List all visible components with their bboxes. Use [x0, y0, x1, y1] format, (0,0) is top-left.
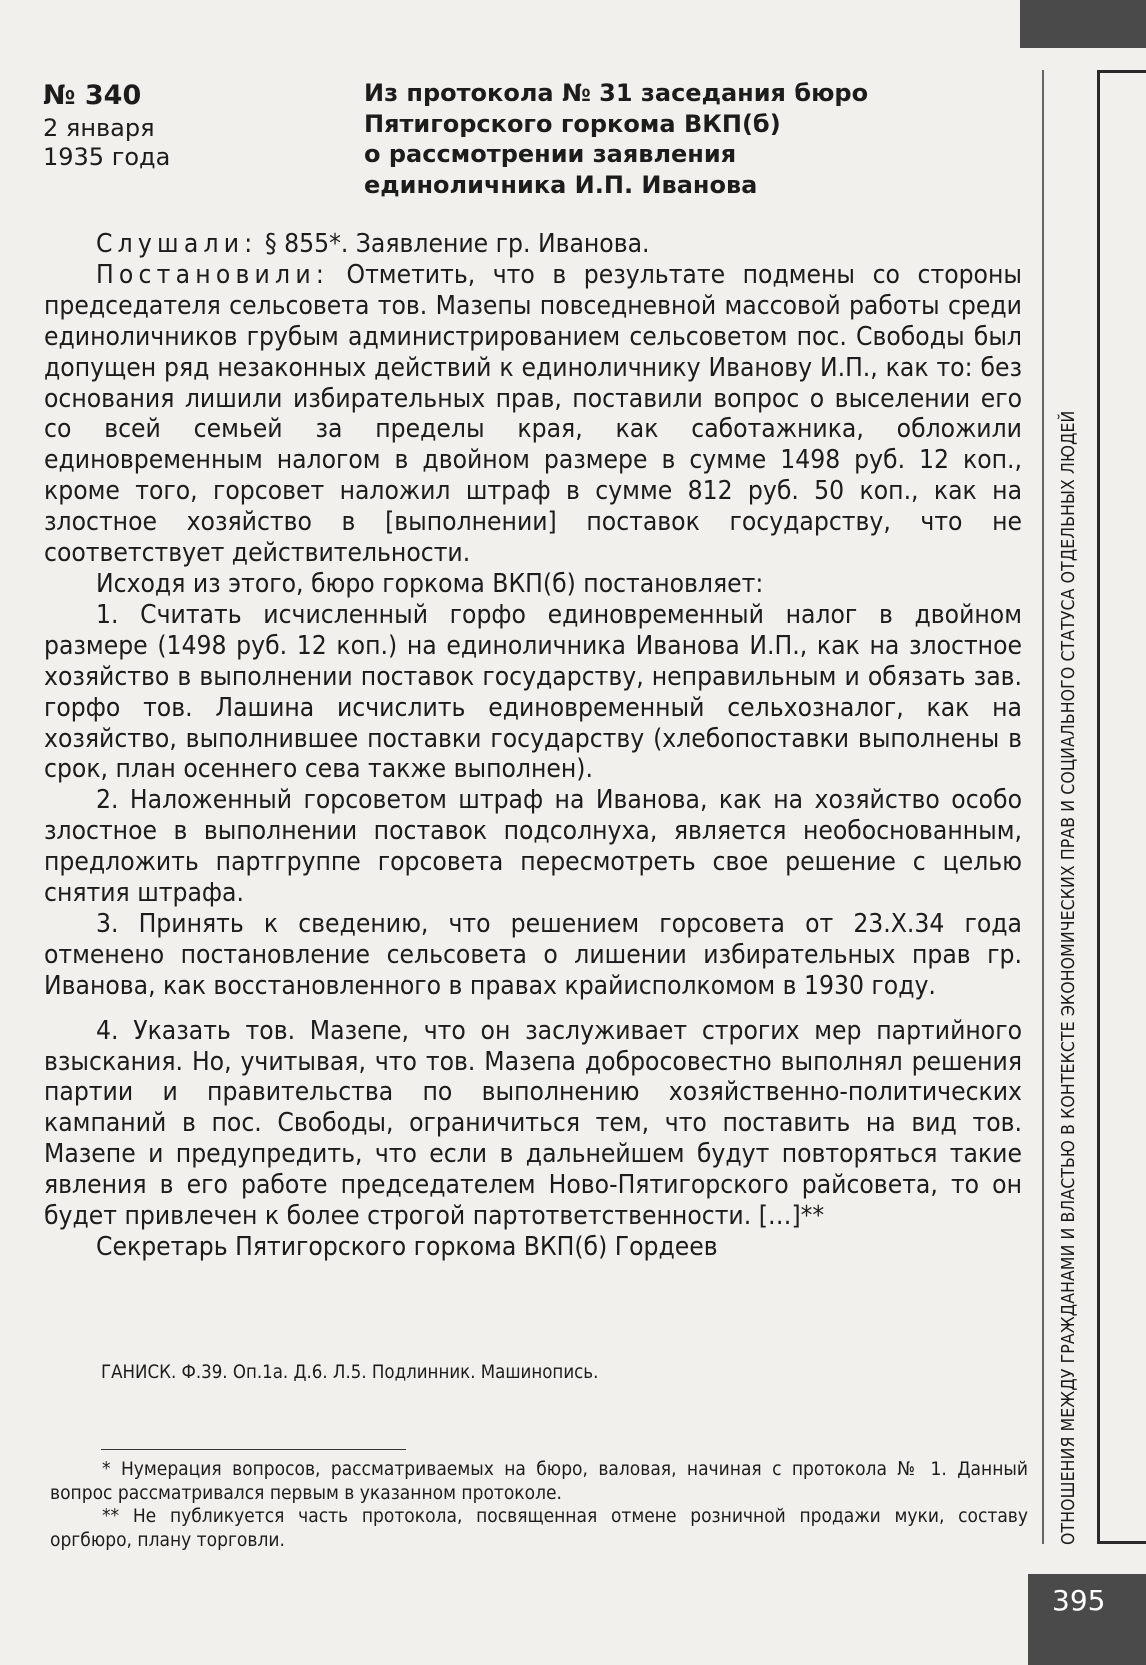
resolution-item-1: 1. Считать исчисленный горфо единовременный налог в двойном размере (1498 руб. 12 коп.) на единоличника Иванова И.П., как на злостное хозяйство в выполнении поставок государству, неправильным и обязать зав. горфо тов. Лашина исчислить единовременный сельхозналог, как на хозяйство, выполнившее поставки государству (хлебопоставки выполнены в срок, план осеннего сева также выполнен). — [44, 599, 1022, 785]
resolution-item-2: 2. Наложенный горсоветом штраф на Иванова, как на хозяйство особо злостное в выполнении поставок подсолнуха, является необоснованным, предложить партгруппе горсовета пересмотреть свое решение с целью снятия штрафа. — [44, 785, 1022, 909]
resolved-paragraph — [44, 260, 1022, 569]
archive-reference: ГАНИСК. Ф.39. Оп.1а. Д.6. Л.5. Подлинник. Машинопись. — [101, 1362, 599, 1383]
document-title-line: Из протокола № 31 заседания бюро — [364, 79, 869, 107]
page-number: 395 — [1052, 1584, 1106, 1617]
side-frame — [1097, 70, 1146, 1544]
heard-label: Слушали: — [96, 229, 258, 259]
resolved-label: Постановили: — [96, 259, 329, 290]
document-number: № 340 — [43, 80, 142, 111]
document-date-year: 1935 года — [43, 143, 171, 171]
heard-text: § 855*. Заявление гр. Иванова. — [257, 229, 650, 259]
resolution-intro: Исходя из этого, бюро горкома ВКП(б) постановляет: — [96, 568, 764, 599]
resolved-text: Отметить, что в результате подмены со стороны председателя сельсовета тов. Мазепы повседневной массовой работы среди единоличников грубым администрированием сельсоветом пос. Свободы был допущен ряд незаконных действий к единоличнику Иванову И.П., как то: без основания лишили избирательных прав, поставили вопрос о выселении его со всей семьей за пределы края, как саботажника, обложили единовременным налогом в двойном размере в сумме 1498 руб. 12 коп., кроме того, горсовет наложил штраф в сумме 812 руб. 50 коп., как на злостное хозяйство в [выполнении] поставок государству, что не соответствует действительности. — [44, 259, 1022, 569]
document-title-line: Пятигорского горкома ВКП(б) — [364, 109, 781, 138]
side-divider-line — [1042, 70, 1044, 1544]
document-date-day: 2 января — [43, 114, 155, 142]
resolution-item-4: 4. Указать тов. Мазепе, что он заслуживает строгих мер партийного взыскания. Но, учитывая, что тов. Мазепа добросовестно выполнял решения партии и правительства по выполнению хозяйственно-политических кампаний в пос. Свободы, ограничиться тем, что поставить на вид тов. Мазепе и предупредить, что если в дальнейшем будут повторяться такие явления в его работе председателем Ново-Пятигорского райсовета, то он будет привлечен к более строгой партответственности. […]** — [44, 1015, 1022, 1232]
footnote-rule — [101, 1449, 406, 1450]
document-body — [44, 229, 1022, 1263]
resolution-item-3: 3. Принять к сведению, что решением горсовета от 23.X.34 года отменено постановление сельсовета о лишении избирательных прав гр. Иванова, как восстановленного в правах крайисполкомом в 1930 году. — [44, 908, 1022, 1001]
document-title-line: о рассмотрении заявления — [364, 140, 737, 168]
signature: Секретарь Пятигорского горкома ВКП(б) Гордеев — [96, 1232, 718, 1262]
running-title: ОТНОШЕНИЯ МЕЖДУ ГРАЖДАНАМИ И ВЛАСТЬЮ В КОНТЕКСТЕ ЭКОНОМИЧЕСКИХ ПРАВ И СОЦИАЛЬНОГО СТАТУСА ОТДЕЛЬНЫХ ЛЮДЕЙ — [1059, 410, 1079, 1545]
footnote-1: * Нумерация вопросов, рассматриваемых на бюро, валовая, начиная с протокола № 1. Данный вопрос рассматривался первым в указанном протоколе. — [50, 1458, 1028, 1504]
top-corner-tab — [1020, 0, 1146, 48]
document-title-line: единоличника И.П. Иванова — [364, 170, 758, 199]
footnote-2: ** Не публикуется часть протокола, посвященная отмене розничной продажи муки, составу оргбюро, плану торговли. — [50, 1505, 1028, 1551]
document-title — [364, 78, 924, 200]
footnotes — [50, 1458, 1028, 1552]
document-date — [43, 114, 170, 172]
heard-paragraph — [44, 229, 1022, 260]
